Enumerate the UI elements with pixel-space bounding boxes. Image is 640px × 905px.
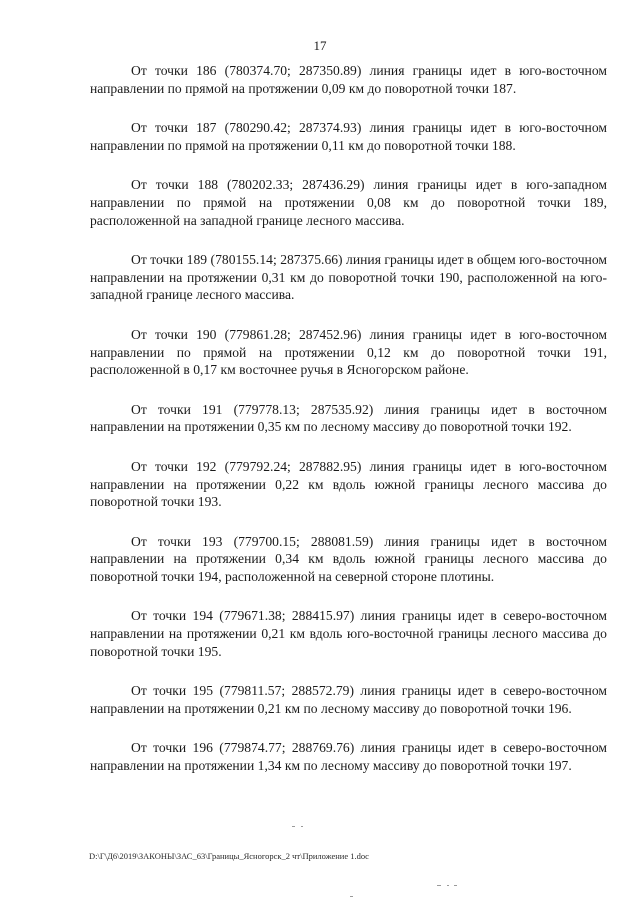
boundary-paragraph-188: От точки 188 (780202.33; 287436.29) линия границы идет в юго-западном направлении по прямой на протяжении 0,08 км до поворотной точки 189, расположенной на западной границе лесного массива.	[90, 177, 607, 228]
scan-artifact	[454, 885, 457, 886]
boundary-paragraph-192: От точки 192 (779792.24; 287882.95) линия границы идет в юго-восточном направлении на протяжении 0,22 км вдоль южной границы лесного массива до поворотной точки 193.	[90, 458, 607, 510]
scan-artifact	[447, 885, 449, 886]
page-number: 17	[313, 38, 327, 53]
boundary-paragraph-195: От точки 195 (779811.57; 288572.79) линия границы идет в северо-восточном направлении на протяжении 0,21 км по лесному массиву до поворотной точки 196.	[90, 683, 607, 716]
boundary-paragraph-196: От точки 196 (779874.77; 288769.76) линия границы идет в северо-восточном направлении на протяжении 1,34 км по лесному массиву до поворотной точки 197.	[90, 740, 607, 774]
scan-artifact	[301, 826, 303, 827]
boundary-paragraph-186: От точки 186 (780374.70; 287350.89) линия границы идет в юго-восточном направлении по прямой на протяжении 0,09 км до поворотной точки 187.	[90, 63, 607, 96]
boundary-paragraph-187: От точки 187 (780290.42; 287374.93) линия границы идет в юго-восточном направлении по прямой на протяжении 0,11 км до поворотной точки 188.	[90, 120, 607, 153]
scan-artifact	[437, 885, 441, 886]
footer-file-path: D:\Г\Д6\2019\ЗАКОНЫ\ЗАС_63\Границы_Ясногорск_2 чт\Приложение 1.doc	[89, 851, 369, 861]
document-body	[90, 62, 607, 797]
scan-artifact	[350, 896, 353, 897]
boundary-paragraph-191: От точки 191 (779778.13; 287535.92) линия границы идет в восточном направлении на протяжении 0,35 км по лесному массиву до поворотной точки 192.	[90, 401, 607, 435]
boundary-paragraph-194: От точки 194 (779671.38; 288415.97) линия границы идет в северо-восточном направлении на протяжении 0,21 км вдоль юго-восточной границы лесного массива до поворотной точки 195.	[90, 608, 607, 659]
scan-artifact	[292, 826, 295, 827]
boundary-paragraph-190: От точки 190 (779861.28; 287452.96) линия границы идет в юго-восточном направлении по прямой на протяжении 0,12 км до поворотной точки 191, расположенной в 0,17 км восточнее ручья в Ясногорском районе.	[90, 326, 607, 378]
boundary-paragraph-189: От точки 189 (780155.14; 287375.66) линия границы идет в общем юго-восточном направлении на протяжении 0,31 км до поворотной точки 190, расположенной на юго-западной границе лесного массива.	[90, 252, 607, 303]
boundary-paragraph-193: От точки 193 (779700.15; 288081.59) линия границы идет в восточном направлении на протяжении 0,34 км вдоль южной границы лесного массива до поворотной точки 194, расположенной на северной стороне плотины.	[90, 533, 607, 584]
